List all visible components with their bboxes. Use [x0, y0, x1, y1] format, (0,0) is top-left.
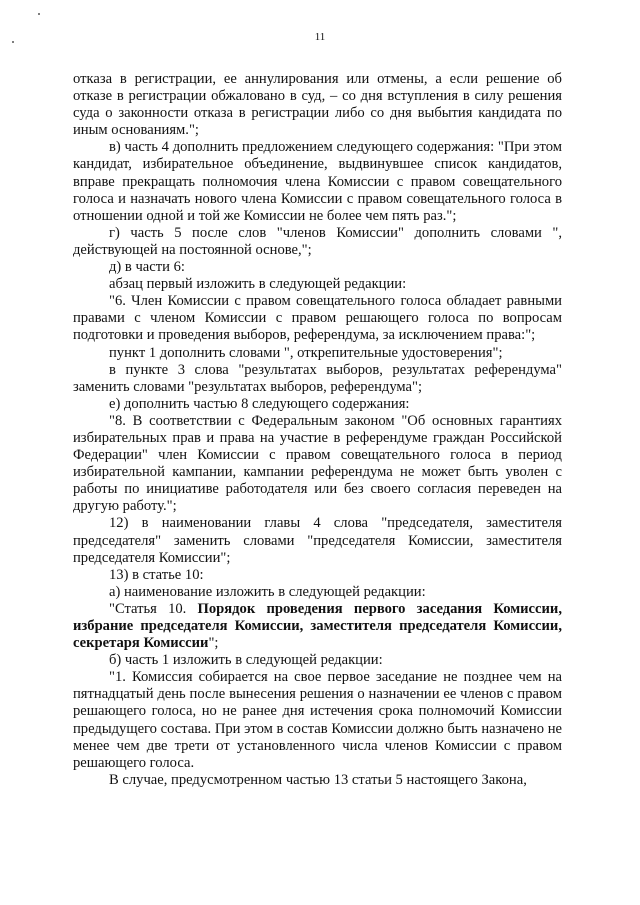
paragraph: отказа в регистрации, ее аннулирования или отмены, а если решение об отказе в регистрации обжаловано в суд, – со дня вступления в силу решения суда о законности отказа в регистрации либо со дня выбытия кандидата по иным основаниям."; [73, 71, 562, 139]
paragraph: "6. Член Комиссии с правом совещательного голоса обладает равными правами с членом Комиссии с правом решающего голоса по вопросам подготовки и проведения выборов, референдума, за исключением права:"; [73, 293, 562, 344]
paragraph: г) часть 5 после слов "членов Комиссии" дополнить словами ", действующей на постоянной основе,"; [73, 224, 562, 258]
paragraph: 12) в наименовании главы 4 слова "председателя, заместителя председателя" заменить словами "председателя Комиссии, заместителя председателя Комиссии"; [73, 515, 562, 566]
paragraph: "8. В соответствии с Федеральным законом "Об основных гарантиях избирательных прав и права на участие в референдуме граждан Российской Федерации" член Комиссии с правом совещательного голоса в период избирательной кампании, кампании референдума не может быть уволен с работы по инициативе работодателя или без своего согласия переведен на другую работу."; [73, 412, 562, 515]
scan-speck [38, 13, 40, 15]
paragraph: б) часть 1 изложить в следующей редакции: [109, 652, 383, 669]
paragraph: "1. Комиссия собирается на свое первое заседание не позднее чем на пятнадцатый день после вынесения решения о назначении ее членов с правом решающего голоса, но не ранее дня истечения срока полномочий Комиссии предыдущего состава. При этом в состав Комиссии должно быть назначено не менее чем две трети от установленного числа членов Комиссии с правом решающего голоса. [73, 669, 562, 771]
document-body [73, 71, 562, 789]
article-heading-suffix: "; [208, 635, 219, 652]
paragraph: д) в части 6: [109, 259, 185, 276]
article-heading-bold: Порядок проведения первого заседания Комиссии, избрание председателя Комиссии, заместителя председателя Комиссии, секретаря Комиссии [73, 600, 562, 652]
paragraph: в) часть 4 дополнить предложением следующего содержания: "При этом кандидат, избирательное объединение, выдвинувшее список кандидатов, вправе прекращать полномочия члена Комиссии с правом совещательного голоса и назначать нового члена Комиссии с правом совещательного голоса в отношении одной и той же Комиссии не более чем пять раз."; [73, 139, 562, 224]
paragraph: е) дополнить частью 8 следующего содержания: [109, 395, 410, 412]
paragraph: абзац первый изложить в следующей редакции: [109, 276, 407, 293]
article-heading-prefix: "Статья 10. [109, 600, 198, 617]
page-number: 11 [314, 31, 326, 43]
paragraph: пункт 1 дополнить словами ", открепительные удостоверения"; [109, 344, 503, 361]
article-heading-paragraph [73, 601, 562, 652]
paragraph: а) наименование изложить в следующей редакции: [109, 583, 426, 600]
paragraph: В случае, предусмотренном частью 13 статьи 5 настоящего Закона, [109, 771, 527, 788]
paragraph: в пункте 3 слова "результатах выборов, результатах референдума" заменить словами "результатах выборов, референдума"; [73, 361, 562, 395]
paragraph: 13) в статье 10: [109, 566, 204, 583]
